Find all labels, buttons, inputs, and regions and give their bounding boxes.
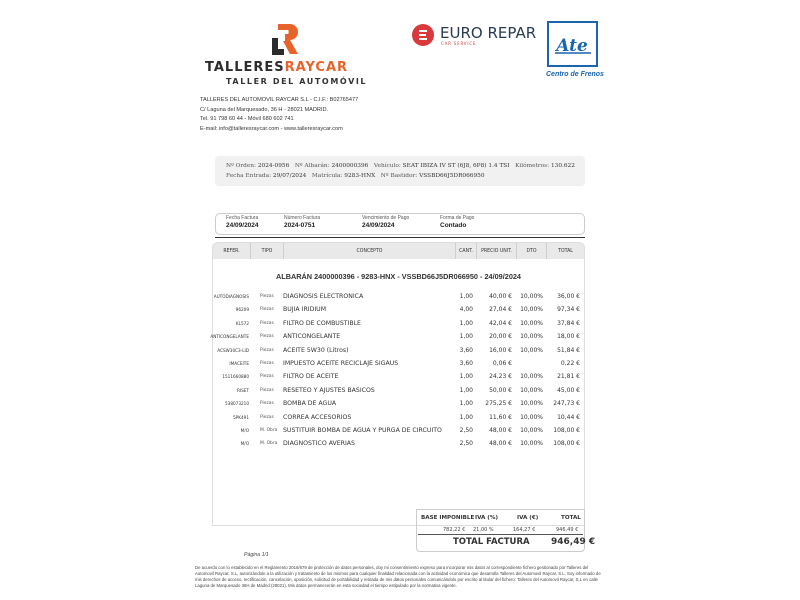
base-imponible-label: BASE IMPONIBLE — [421, 515, 475, 521]
row-tipo: Piezas — [260, 294, 274, 299]
row-cant: 1,00 — [459, 333, 473, 341]
row-total: 18,00 € — [557, 333, 580, 341]
row-total: 36,00 € — [557, 293, 580, 300]
row-ref: 96209 — [235, 307, 249, 313]
logo-name-dark: TALLERES — [205, 60, 285, 75]
row-dto: 10,00% — [520, 306, 543, 314]
row-ref: IMACEITE — [229, 361, 249, 366]
row-ref: AUTODIAGNOSIS — [213, 294, 249, 299]
col-header-refer: REFER. — [223, 248, 240, 254]
table-row — [213, 371, 584, 383]
table-row — [213, 438, 584, 450]
row-total: 21,81 € — [557, 373, 580, 381]
row-tipo: Piezas — [260, 334, 274, 340]
row-concepto: DIAGNOSTICO AVERIAS — [283, 440, 355, 448]
row-precio: 48,00 € — [489, 440, 512, 448]
invoice-date-value: 24/09/2024 — [226, 222, 259, 229]
row-dto: 10,00% — [520, 333, 543, 341]
eurorepar-logo-subtitle: CAR SERVICE — [441, 41, 477, 46]
row-precio: 27,04 € — [489, 306, 512, 314]
divider — [418, 534, 583, 535]
invoice-payment-label: Forma de Pago — [440, 215, 475, 221]
invoice-date-label: Fecha Factura — [226, 215, 259, 221]
row-tipo: Piezas — [260, 347, 274, 353]
row-dto: 10,00% — [520, 373, 543, 381]
row-tipo: Piezas — [260, 320, 274, 326]
bastidor-label: Nº Bastidor: — [380, 173, 418, 179]
row-precio: 24,23 € — [489, 373, 512, 381]
base-imponible-value: 782,22 € — [443, 527, 466, 533]
order-line-1 — [226, 163, 575, 169]
row-precio: 11,60 € — [489, 413, 512, 421]
row-cant: 2,50 — [459, 440, 473, 448]
iva-pct-value: 21,00 % — [473, 527, 494, 533]
table-row — [213, 358, 584, 370]
row-tipo: Piezas — [260, 374, 274, 380]
row-total: 10,44 € — [557, 413, 580, 421]
table-row — [213, 291, 584, 303]
matricula-label: Matrícula: — [311, 173, 343, 179]
raycar-logo-name — [205, 60, 348, 75]
invoice-payment-value: Contado — [440, 222, 467, 229]
table-row — [213, 385, 584, 397]
page-number: Página 1/1 — [244, 552, 269, 558]
row-precio: 48,00 € — [489, 427, 512, 434]
table-row — [213, 398, 584, 410]
table-row — [213, 345, 584, 357]
raycar-logo-subtitle: TALLER DEL AUTOMÓVIL — [226, 77, 368, 86]
invoice-number-value: 2024-0751 — [284, 222, 316, 229]
row-concepto: BUJIA IRIDIUM — [283, 306, 327, 314]
iva-eur-label: IVA (€) — [517, 515, 539, 521]
company-info — [200, 96, 358, 134]
row-dto: 10,00% — [520, 293, 543, 300]
row-concepto: ANTICONGELANTE — [283, 333, 341, 341]
row-ref: ANTICONGELANTE — [210, 334, 249, 340]
logo-name-orange: RAYCAR — [284, 60, 349, 75]
row-tipo: Piezas — [260, 414, 274, 420]
table-row — [213, 304, 584, 316]
row-precio: 0,06 € — [492, 360, 512, 367]
company-line: TALLERES DEL AUTOMOVIL RAYCAR S.L - C.I.F.: B02765477 — [200, 97, 359, 103]
row-cant: 1,00 — [459, 386, 473, 394]
iva-eur-value: 164,27 € — [513, 527, 536, 533]
table-row — [213, 412, 584, 424]
row-concepto: FILTRO DE COMBUSTIBLE — [283, 319, 361, 327]
row-concepto: DIAGNOSIS ELECTRONICA — [283, 293, 364, 300]
row-precio: 50,00 € — [489, 386, 512, 394]
row-cant: 3,60 — [459, 346, 473, 354]
col-header-precio: PRECIO UNIT. — [476, 243, 516, 259]
row-concepto: BOMBA DE AGUA — [283, 400, 337, 408]
bastidor-value: VSSBD66J5DR066950 — [419, 173, 485, 179]
albaran-summary: ALBARÁN 2400000396 - 9283-HNX - VSSBD66J5DR066950 - 24/09/2024 — [276, 272, 521, 281]
row-dto: 10,00% — [520, 440, 543, 448]
company-line: Tel. 91 798 60 44 - Móvil 680 602 741 — [200, 116, 294, 122]
iva-pct-label: IVA (%) — [475, 515, 499, 521]
ate-logo — [547, 21, 598, 67]
row-ref: RISET — [236, 387, 249, 393]
ate-logo-caption: Centro de Frenos — [546, 71, 604, 78]
row-total: 247,73 € — [553, 400, 580, 408]
row-ref: M/O — [240, 428, 249, 433]
col-header-total: TOTAL — [546, 243, 584, 259]
row-tipo: Piezas — [260, 361, 274, 366]
row-concepto: CORREA ACCESORIOS — [283, 413, 352, 421]
entrada-label: Fecha Entrada: — [226, 173, 272, 179]
row-cant: 1,00 — [459, 319, 473, 327]
row-total: 108,00 € — [553, 440, 580, 448]
matricula-value: 9283-HNX — [344, 173, 376, 179]
row-dto: 10,00% — [520, 427, 543, 434]
row-cant: 2,50 — [459, 427, 473, 434]
total-label: TOTAL — [561, 515, 581, 521]
total-factura-value: 946,49 € — [551, 537, 596, 547]
row-tipo: Piezas — [260, 401, 274, 407]
row-dto: 10,00% — [520, 386, 543, 394]
row-concepto: IMPUESTO ACEITE RECICLAJE SIGAUS — [283, 360, 399, 367]
row-concepto: SUSTITUIR BOMBA DE AGUA Y PURGA DE CIRCUITO — [283, 427, 442, 434]
invoice-date — [226, 215, 259, 229]
row-total: 51,84 € — [557, 346, 580, 354]
albaran-label: Nº Albarán: — [294, 163, 330, 169]
row-ref: KL572 — [235, 320, 249, 326]
table-row — [210, 331, 584, 343]
vehiculo-value: SEAT IBIZA IV ST (6J8, 6P8) 1.4 TSI — [402, 163, 510, 169]
row-cant: 1,00 — [459, 373, 473, 381]
row-cant: 4,00 — [459, 306, 473, 314]
row-tipo: Piezas — [260, 307, 274, 313]
vehiculo-label: Vehículo: — [373, 163, 401, 169]
row-dto: 10,00% — [520, 346, 543, 354]
eurorepar-logo-icon — [412, 24, 434, 46]
km-value: 130.622 — [550, 163, 575, 169]
invoice-number — [284, 215, 320, 229]
row-total: 97,34 € — [557, 306, 580, 314]
eurorepar-logo-name: EURO REPAR — [440, 24, 537, 42]
col-header-cant: CANT. — [455, 243, 476, 259]
row-ref: 1511660880 — [222, 374, 249, 380]
albaran-value: 2400000396 — [331, 163, 369, 169]
invoice-due-value: 24/09/2024 — [362, 222, 395, 229]
row-total: 37,84 € — [557, 319, 580, 327]
row-ref: ACSW30C3-LID — [217, 347, 249, 353]
col-header-concepto: CONCEPTO — [283, 243, 455, 259]
row-tipo: M. Obra — [260, 441, 278, 447]
row-cant: 3,60 — [459, 360, 473, 367]
invoice-number-label: Número Factura — [284, 215, 321, 221]
row-total: 0,22 € — [560, 360, 580, 367]
row-precio: 40,00 € — [489, 293, 512, 300]
row-concepto: FILTRO DE ACEITE — [283, 373, 339, 381]
row-tipo: Piezas — [260, 387, 274, 393]
row-dto: 10,00% — [520, 400, 543, 408]
row-ref: 5PK491 — [233, 414, 249, 420]
invoice-due — [362, 215, 409, 229]
row-precio: 16,00 € — [489, 346, 512, 354]
table-row — [213, 425, 584, 437]
row-dto: 10,00% — [520, 413, 543, 421]
row-precio: 275,25 € — [485, 400, 512, 408]
row-cant: 1,00 — [459, 293, 473, 300]
row-concepto: RESETEO Y AJUSTES BASICOS — [283, 386, 375, 394]
company-line: E-mail: info@talleresraycar.com - www.talleresraycar.com — [200, 125, 343, 132]
divider — [215, 237, 585, 238]
row-dto: 10,00% — [520, 319, 543, 327]
legal-notice: De acuerdo con lo establecido en el Reglamento 2016/679 de protección de datos personales, doy mi consentimiento expreso para incorporar mis datos al correspondiente fichero gestionado por Talleres del Automovil Raycar, S.L, autorizándole a la utilización y tratamiento de los mismos para cualquier finalidad relacionada con la actividad económica que desarrolla Talleres del Automovil Raycar, S.L. Soy informado de mis derechos de acceso, rectificación, cancelación, oposición, solicitud de portabilidad y retirada de mis datos personales comunicándolo por escrito al titular del fichero: Talleres del Automovil Raycar, S.L en calle Laguna de Marquesado 36H de Madrid (28021). Mis datos permanecerán en esta sociedad el tiempo estipulado por la normativa vigente. — [195, 565, 601, 588]
col-header-dto: DTO — [516, 243, 546, 259]
total-value: 946,49 € — [556, 527, 579, 533]
row-total: 45,00 € — [557, 386, 580, 394]
row-concepto: ACEITE 5W30 (Litros) — [283, 346, 349, 354]
col-header-tipo: TIPO — [250, 243, 283, 259]
row-total: 108,00 € — [553, 427, 580, 434]
row-cant: 1,00 — [459, 413, 473, 421]
row-precio: 42,04 € — [489, 319, 512, 327]
row-ref: 538073210 — [225, 401, 249, 407]
orden-label: Nº Orden: — [226, 163, 256, 169]
row-cant: 1,00 — [459, 400, 473, 408]
orden-value: 2024-0956 — [257, 163, 290, 169]
row-ref: M/O — [240, 441, 249, 447]
raycar-logo-mark — [268, 24, 298, 56]
invoice-payment — [440, 215, 474, 229]
company-line: C/ Laguna del Marquesado, 36 H - 28021 MADRID. — [200, 106, 329, 113]
order-info-box — [215, 156, 585, 186]
invoice-due-label: Vencimiento de Pago — [362, 215, 410, 221]
entrada-value: 29/07/2024 — [272, 173, 307, 179]
row-precio: 20,00 € — [489, 333, 512, 341]
table-row — [213, 318, 584, 330]
km-label: Kilómetros: — [515, 163, 550, 169]
row-tipo: M. Obra — [260, 428, 278, 433]
ate-logo-brand: Ate — [556, 36, 588, 56]
total-factura-label: TOTAL FACTURA — [453, 537, 530, 547]
order-line-2 — [226, 173, 485, 179]
